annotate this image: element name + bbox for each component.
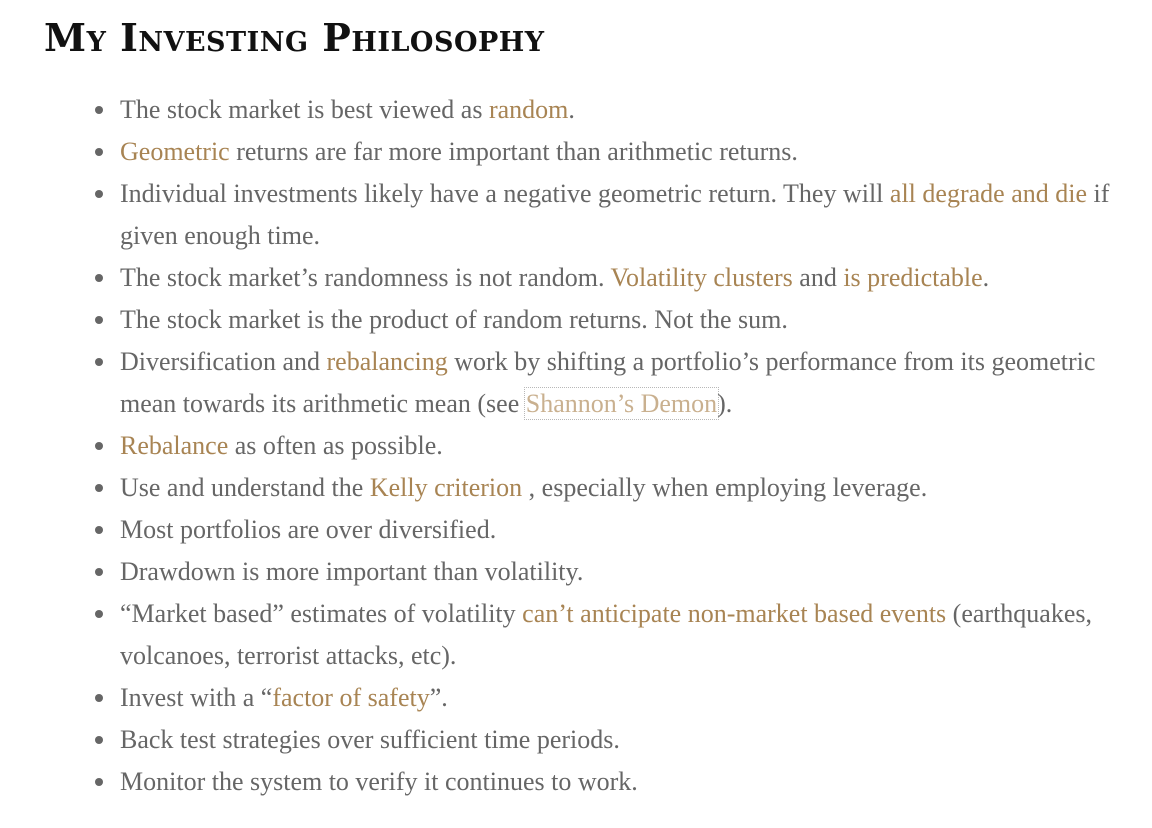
list-item: The stock market’s randomness is not random. Volatility clusters and is predictable. [120, 257, 1145, 299]
list-item: “Market based” estimates of volatility can’t anticipate non-market based events (earthquakes, volcanoes, terrorist attacks, etc). [120, 593, 1145, 677]
list-item: Invest with a “factor of safety”. [120, 677, 1145, 719]
list-item: Most portfolios are over diversified. [120, 509, 1145, 551]
link-random[interactable]: random [488, 95, 569, 124]
list-item: Back test strategies over sufficient time periods. [120, 719, 1145, 761]
link-rebalancing[interactable]: rebalancing [326, 347, 448, 376]
link-kelly-criterion[interactable]: Kelly criterion [369, 473, 523, 502]
list-item: Monitor the system to verify it continues to work. [120, 761, 1145, 803]
list-item: Use and understand the Kelly criterion , especially when employing leverage. [120, 467, 1145, 509]
link-all-degrade-and-die[interactable]: all degrade and die [889, 179, 1087, 208]
link-shannons-demon[interactable]: Shannon’s Demon [525, 389, 718, 418]
list-item: Geometric returns are far more important than arithmetic returns. [120, 131, 1145, 173]
link-non-market-events[interactable]: can’t anticipate non-market based events [522, 599, 947, 628]
list-item: The stock market is the product of random returns. Not the sum. [120, 299, 1145, 341]
page-title: My Investing Philosophy [44, 15, 545, 60]
list-item: Individual investments likely have a negative geometric return. They will all degrade and die if given enough time. [120, 173, 1145, 257]
list-item: The stock market is best viewed as random. [120, 89, 1145, 131]
link-geometric[interactable]: Geometric [120, 137, 230, 166]
link-factor-of-safety[interactable]: factor of safety [272, 683, 430, 712]
link-is-predictable[interactable]: is predictable [843, 263, 983, 292]
link-rebalance[interactable]: Rebalance [120, 431, 229, 460]
link-volatility-clusters[interactable]: Volatility clusters [610, 263, 793, 292]
list-item: Rebalance as often as possible. [120, 425, 1145, 467]
philosophy-list [120, 89, 1145, 803]
list-item: Diversification and rebalancing work by shifting a portfolio’s performance from its geometric mean towards its arithmetic mean (see Shannon’s Demon). [120, 341, 1145, 425]
list-item: Drawdown is more important than volatility. [120, 551, 1145, 593]
